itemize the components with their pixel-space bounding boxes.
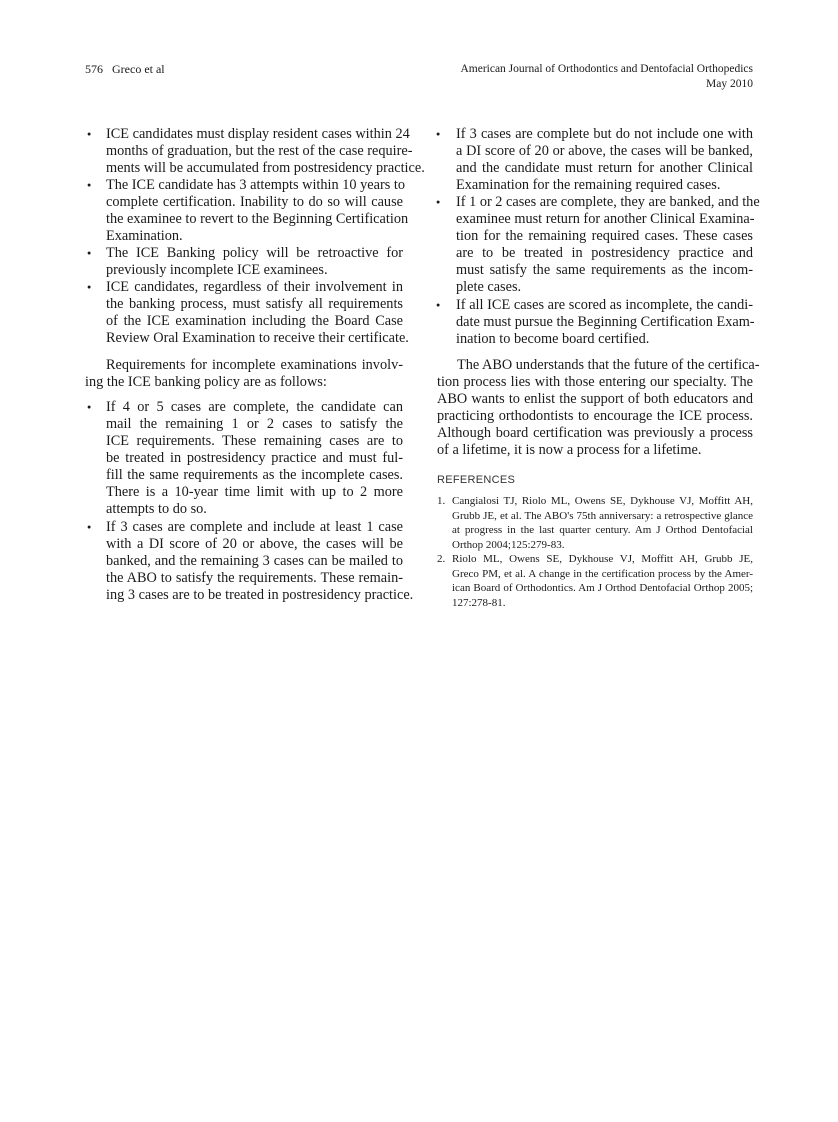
body-paragraph (85, 357, 403, 391)
text-line: tion for the remaining required cases. These cases (456, 228, 753, 244)
text-line: and the candidate must return for another Clinical (456, 160, 753, 176)
reference-number: 1. (437, 495, 446, 507)
bullet-item (106, 126, 425, 177)
reference-item (452, 494, 753, 552)
text-line: If 4 or 5 cases are complete, the candidate can (106, 399, 403, 415)
text-line: Examination for the remaining required cases. (456, 177, 721, 193)
text-line: ICE candidates must display resident cases within 24 (106, 126, 410, 142)
bullet-icon: ● (87, 283, 92, 291)
text-line: The ICE Banking policy will be retroactive for (106, 245, 403, 261)
text-line: a DI score of 20 or above, the cases will be banked, (456, 143, 753, 159)
text-line: If 1 or 2 cases are complete, they are banked, and the (456, 194, 760, 210)
text-line: fill the same requirements as the incomplete cases. (106, 467, 403, 483)
bullet-item (106, 399, 403, 518)
text-line: Riolo ML, Owens SE, Dykhouse VJ, Moffitt AH, Grubb JE, (452, 553, 753, 565)
running-header-left (85, 62, 165, 77)
bullet-item (106, 177, 409, 245)
text-line: of a lifetime, it is now a process for a lifetime. (437, 442, 702, 458)
text-line: ing the ICE banking policy are as follows: (85, 374, 327, 390)
text-line: months of graduation, but the rest of the case require- (106, 143, 413, 159)
bullet-icon: ● (87, 523, 92, 531)
text-line: be treated in postresidency practice and must ful- (106, 450, 403, 466)
text-line: There is a 10-year time limit with up to 2 more (106, 484, 403, 500)
text-line: Cangialosi TJ, Riolo ML, Owens SE, Dykhouse VJ, Moffitt AH, (452, 495, 753, 507)
text-line: practicing orthodontists to encourage the ICE process. (437, 408, 753, 424)
references-heading: REFERENCES (437, 474, 516, 486)
text-line: plete cases. (456, 279, 522, 295)
bullet-item (456, 297, 753, 348)
text-line: mail the remaining 1 or 2 cases to satisfy the (106, 416, 403, 432)
bullet-icon: ● (87, 130, 92, 138)
bullet-icon: ● (436, 301, 441, 309)
reference-number: 2. (437, 553, 446, 565)
text-line: ICE candidates, regardless of their involvement in (106, 279, 403, 295)
bullet-item (106, 279, 409, 347)
text-line: If 3 cases are complete and include at least 1 case (106, 519, 403, 535)
text-line: Examination. (106, 228, 183, 244)
text-line: Orthop 2004;125:279-83. (452, 538, 565, 551)
running-header-right (460, 62, 753, 92)
text-line: Although board certification was previously a process (437, 425, 753, 441)
text-line: banked, and the remaining 3 cases can be mailed to (106, 553, 403, 569)
bullet-item (106, 519, 414, 604)
body-paragraph (437, 357, 760, 459)
text-line: complete certification. Inability to do so will cause (106, 194, 403, 210)
text-line: are to be treated in postresidency practice and (456, 245, 753, 261)
bullet-item (456, 126, 753, 194)
reference-item (452, 552, 753, 610)
bullet-icon: ● (87, 181, 92, 189)
text-line: date must pursue the Beginning Certification Exam- (456, 314, 755, 330)
text-line: the banking process, must satisfy all requirements (106, 296, 403, 312)
text-line: ments will be accumulated from postresidency practice. (106, 160, 425, 176)
bullet-item (456, 194, 760, 296)
text-line: ing 3 cases are to be treated in postresidency practice. (106, 587, 414, 603)
text-line: If 3 cases are complete but do not include one with (456, 126, 753, 142)
text-line: Grubb JE, et al. The ABO's 75th anniversary: a retrospective glance (452, 509, 753, 522)
text-line: attempts to do so. (106, 501, 207, 517)
text-line: Greco PM, et al. A change in the certification process by the Amer- (452, 567, 753, 580)
text-line: If all ICE cases are scored as incomplete, the candi- (456, 297, 753, 313)
text-line: of the ICE examination including the Board Case (106, 313, 403, 329)
text-line: ABO wants to enlist the support of both educators and (437, 391, 753, 407)
text-line: the ABO to satisfy the requirements. These remain- (106, 570, 403, 586)
text-line: 127:278-81. (452, 596, 506, 609)
text-line: examinee must return for another Clinical Examina- (456, 211, 755, 227)
bullet-icon: ● (436, 198, 441, 206)
text-line: The ICE candidate has 3 attempts within 10 years to (106, 177, 405, 193)
authors: Greco et al (112, 62, 165, 76)
text-line: at progress in the last quarter century. Am J Orthod Dentofacial (452, 524, 753, 536)
text-line: ican Board of Orthodontics. Am J Orthod Dentofacial Orthop 2005; (452, 582, 753, 594)
text-line: the examinee to revert to the Beginning Certification (106, 211, 409, 227)
bullet-icon: ● (87, 403, 92, 411)
issue-date: May 2010 (706, 78, 753, 90)
text-line: tion process lies with those entering our specialty. The (437, 374, 753, 390)
text-line: Review Oral Examination to receive their certificate. (106, 330, 409, 346)
text-line: ination to become board certified. (456, 331, 650, 347)
text-line: Requirements for incomplete examinations involv- (106, 357, 403, 373)
text-line: ICE requirements. These remaining cases are to (106, 433, 403, 449)
text-line: previously incomplete ICE examinees. (106, 262, 328, 278)
text-line: with a DI score of 20 or above, the cases will be (106, 536, 403, 552)
text-line: must satisfy the same requirements as the incom- (456, 262, 753, 278)
bullet-icon: ● (87, 249, 92, 257)
text-line: The ABO understands that the future of the certifica- (457, 357, 760, 373)
journal-title: American Journal of Orthodontics and Dentofacial Orthopedics (460, 63, 753, 75)
bullet-icon: ● (436, 130, 441, 138)
bullet-item (106, 245, 403, 279)
page-number: 576 (85, 62, 103, 76)
